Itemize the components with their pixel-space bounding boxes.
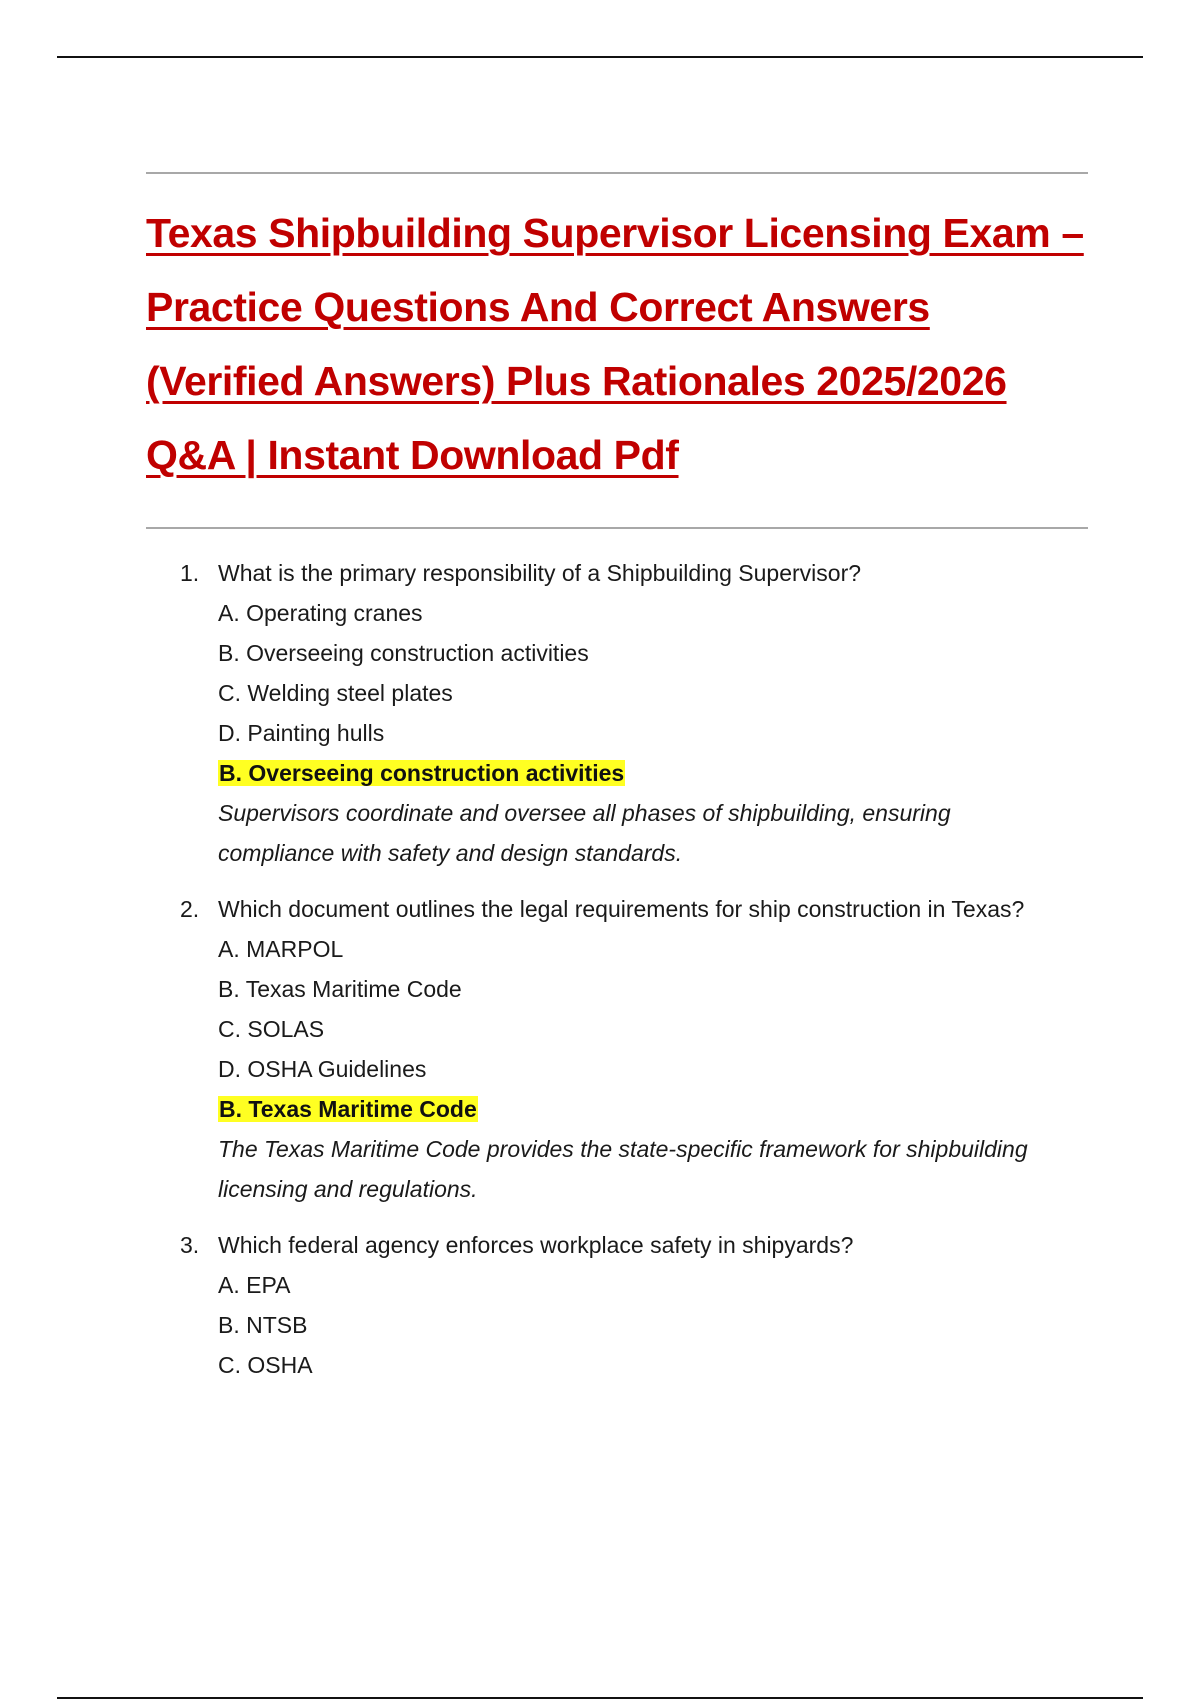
question-number: 1.: [180, 560, 200, 586]
answer-line: [218, 1089, 1078, 1129]
question-list: [0, 553, 1200, 1401]
option-a: A. Operating cranes: [218, 600, 423, 626]
question-body: [218, 553, 1078, 873]
correct-answer: B. Texas Maritime Code: [219, 1096, 477, 1122]
option-c: C. SOLAS: [218, 1016, 325, 1042]
question-number: 3.: [180, 1232, 200, 1258]
question-text: Which document outlines the legal requirements for ship construction in Texas?: [218, 896, 1025, 922]
option-d: D. Painting hulls: [218, 720, 385, 746]
question-number: 2.: [180, 896, 200, 922]
question-3: [0, 1225, 1200, 1385]
question-body: [218, 889, 1078, 1209]
option-c: C. Welding steel plates: [218, 680, 453, 706]
option-d: D. OSHA Guidelines: [218, 1056, 427, 1082]
option-c: C. OSHA: [218, 1352, 313, 1378]
question-text: Which federal agency enforces workplace safety in shipyards?: [218, 1232, 854, 1258]
option-b: B. Overseeing construction activities: [218, 640, 589, 666]
correct-answer: B. Overseeing construction activities: [219, 760, 625, 786]
question-2: [0, 889, 1200, 1209]
option-a: A. EPA: [218, 1272, 291, 1298]
page-top-rule: [57, 56, 1143, 58]
page-bottom-rule: [57, 1697, 1143, 1699]
option-b: B. Texas Maritime Code: [218, 976, 462, 1002]
answer-line: [218, 753, 1078, 793]
question-text: What is the primary responsibility of a Shipbuilding Supervisor?: [218, 560, 862, 586]
document-title: Texas Shipbuilding Supervisor Licensing Exam – Practice Questions And Correct Answers (Verified Answers) Plus Rationales 2025/2026 Q&A | Instant Download Pdf: [146, 210, 1084, 478]
rationale: The Texas Maritime Code provides the state-specific framework for shipbuilding licensing and regulations.: [218, 1136, 1028, 1202]
question-body: [218, 1225, 1078, 1385]
title-upper-rule: [146, 172, 1088, 174]
question-1: [0, 553, 1200, 873]
option-b: B. NTSB: [218, 1312, 308, 1338]
rationale: Supervisors coordinate and oversee all phases of shipbuilding, ensuring compliance with safety and design standards.: [218, 800, 951, 866]
option-a: A. MARPOL: [218, 936, 344, 962]
title-lower-rule: [146, 527, 1088, 529]
